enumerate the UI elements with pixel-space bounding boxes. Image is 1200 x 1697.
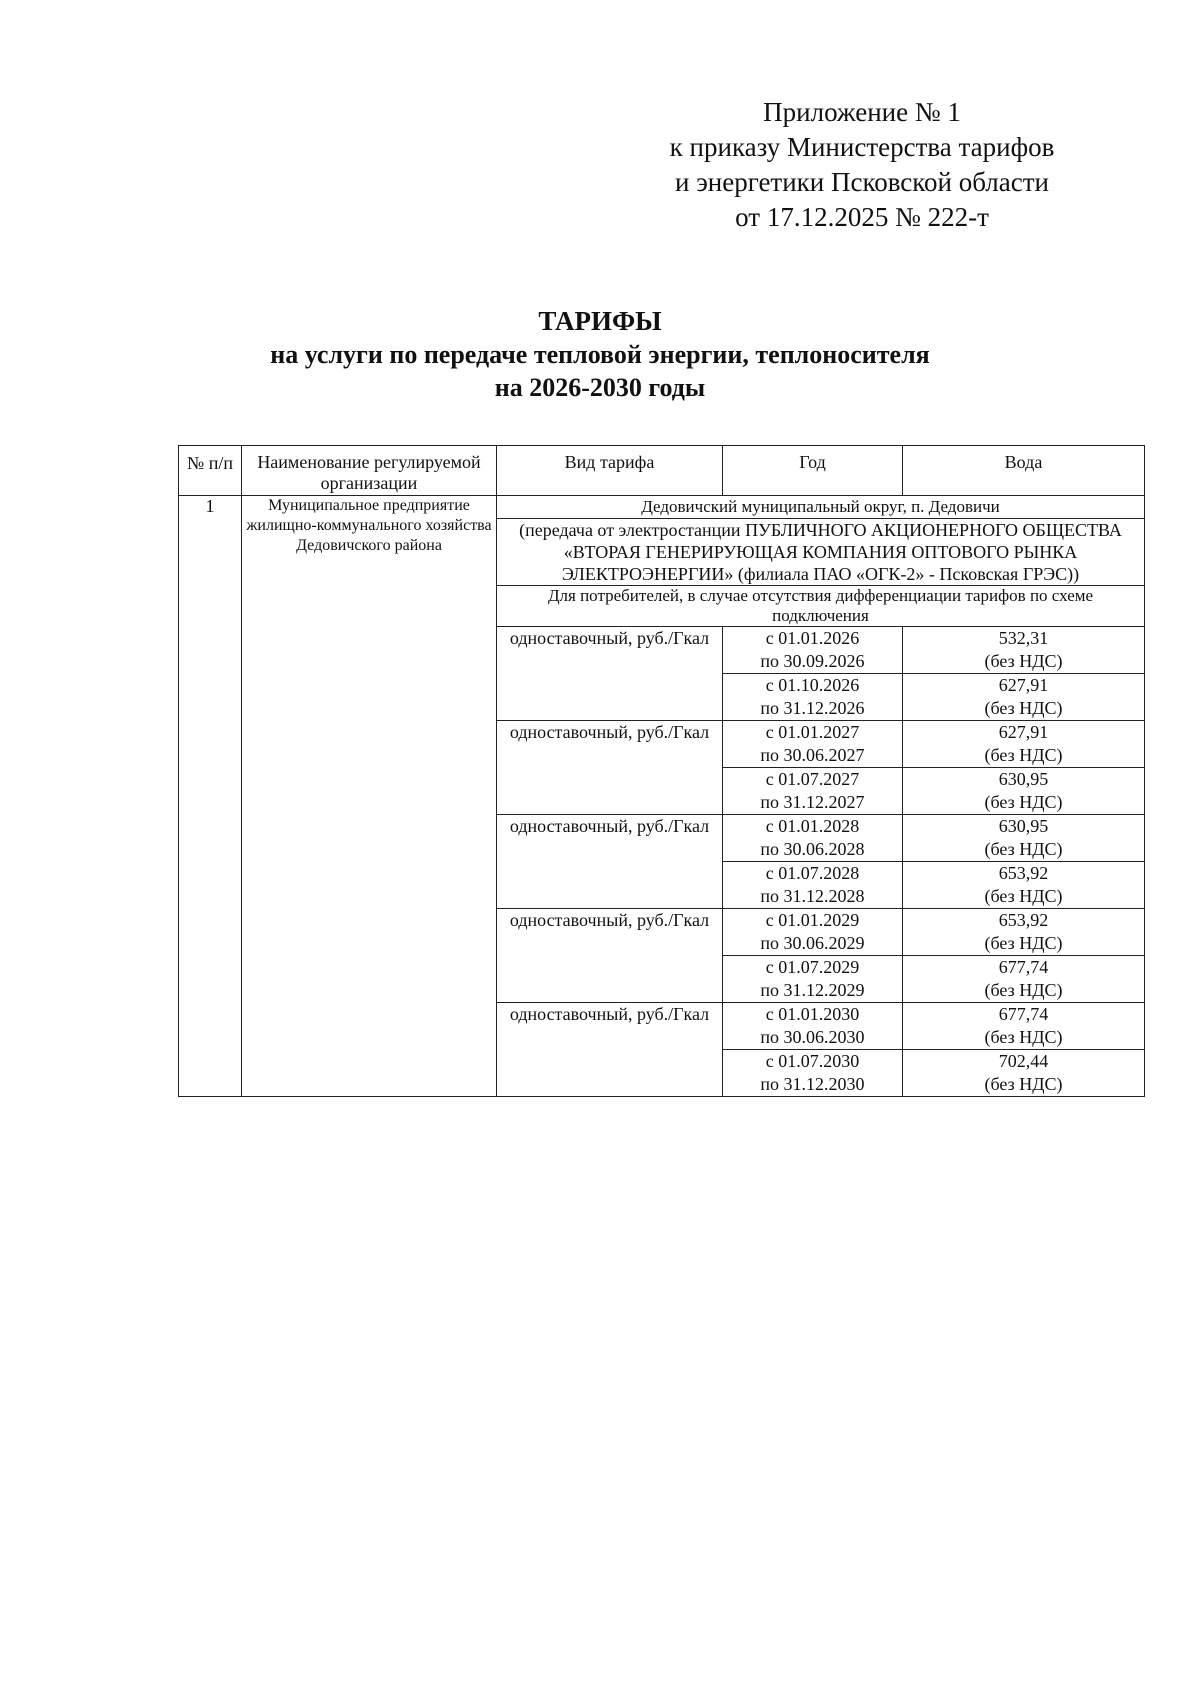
tariff-period xyxy=(723,909,903,956)
period-to: по 31.12.2030 xyxy=(760,1074,865,1094)
appendix-line-2: к приказу Министерства тарифов xyxy=(669,132,1055,162)
period-from: с 01.10.2026 xyxy=(765,675,860,695)
period-from: с 01.07.2028 xyxy=(765,863,860,883)
table-header-row xyxy=(179,446,1145,496)
tariff-period xyxy=(723,1050,903,1097)
tariff-value: 630,95 xyxy=(998,816,1049,836)
tariff-value: 630,95 xyxy=(998,769,1049,789)
period-to: по 30.06.2029 xyxy=(760,933,865,953)
header-year: Год xyxy=(723,446,903,496)
header-type: Вид тарифа xyxy=(497,446,723,496)
tariff-value-cell xyxy=(903,909,1145,956)
tariff-value-cell xyxy=(903,862,1145,909)
tariff-period xyxy=(723,674,903,721)
consumer-category: Для потребителей, в случае отсутствия дифференциации тарифов по схеме подключения xyxy=(497,586,1145,627)
tariff-value: 677,74 xyxy=(998,1004,1049,1024)
tariff-period xyxy=(723,627,903,674)
period-to: по 31.12.2029 xyxy=(760,980,865,1000)
vat-note: (без НДС) xyxy=(984,886,1063,906)
vat-note: (без НДС) xyxy=(984,745,1063,765)
period-from: с 01.01.2030 xyxy=(765,1004,860,1024)
region-name: Дедовичский муниципальный округ, п. Дедовичи xyxy=(497,496,1145,519)
tariff-period xyxy=(723,815,903,862)
period-from: с 01.01.2029 xyxy=(765,910,860,930)
header-org: Наименование регулируемой организации xyxy=(242,446,497,496)
tariff-period xyxy=(723,956,903,1003)
appendix-reference xyxy=(652,95,1072,235)
appendix-line-3: и энергетики Псковской области xyxy=(675,167,1049,197)
vat-note: (без НДС) xyxy=(984,1074,1063,1094)
vat-note: (без НДС) xyxy=(984,839,1063,859)
tariff-value-cell xyxy=(903,768,1145,815)
tariff-value-cell xyxy=(903,627,1145,674)
energy-source: (передача от электростанции ПУБЛИЧНОГО АКЦИОНЕРНОГО ОБЩЕСТВА «ВТОРАЯ ГЕНЕРИРУЮЩАЯ КОМПАНИЯ ОПТОВОГО РЫНКА ЭЛЕКТРОЭНЕРГИИ» (филиала ПАО «ОГК-2» - Псковская ГРЭС)) xyxy=(497,519,1145,586)
period-to: по 30.06.2030 xyxy=(760,1027,865,1047)
period-to: по 30.09.2026 xyxy=(760,651,865,671)
period-from: с 01.07.2027 xyxy=(765,769,860,789)
tariff-value-cell xyxy=(903,956,1145,1003)
appendix-line-1: Приложение № 1 xyxy=(763,97,961,127)
period-from: с 01.01.2027 xyxy=(765,722,860,742)
tariff-value: 653,92 xyxy=(998,863,1049,883)
period-from: с 01.07.2030 xyxy=(765,1051,860,1071)
period-to: по 31.12.2027 xyxy=(760,792,865,812)
table-row xyxy=(179,496,1145,519)
header-num: № п/п xyxy=(179,446,242,496)
period-from: с 01.01.2028 xyxy=(765,816,860,836)
vat-note: (без НДС) xyxy=(984,980,1063,1000)
tariff-value: 627,91 xyxy=(998,675,1049,695)
vat-note: (без НДС) xyxy=(984,792,1063,812)
vat-note: (без НДС) xyxy=(984,1027,1063,1047)
tariff-period xyxy=(723,721,903,768)
period-to: по 30.06.2028 xyxy=(760,839,865,859)
vat-note: (без НДС) xyxy=(984,651,1063,671)
title-line-2: на услуги по передаче тепловой энергии, теплоносителя xyxy=(270,340,930,369)
tariff-value: 627,91 xyxy=(998,722,1049,742)
title-line-3: на 2026-2030 годы xyxy=(494,373,706,402)
tariff-type: одноставочный, руб./Гкал xyxy=(497,909,723,1003)
tariff-type: одноставочный, руб./Гкал xyxy=(497,627,723,721)
period-to: по 31.12.2028 xyxy=(760,886,865,906)
title-main: ТАРИФЫ xyxy=(538,306,662,336)
tariff-type: одноставочный, руб./Гкал xyxy=(497,721,723,815)
tariff-period xyxy=(723,1003,903,1050)
period-to: по 31.12.2026 xyxy=(760,698,865,718)
tariff-period xyxy=(723,862,903,909)
row-number: 1 xyxy=(179,496,242,1097)
tariff-value-cell xyxy=(903,674,1145,721)
tariff-value-cell xyxy=(903,721,1145,768)
vat-note: (без НДС) xyxy=(984,933,1063,953)
vat-note: (без НДС) xyxy=(984,698,1063,718)
tariff-type: одноставочный, руб./Гкал xyxy=(497,1003,723,1097)
tariff-value-cell xyxy=(903,815,1145,862)
tariff-value: 532,31 xyxy=(998,628,1049,648)
organization-name: Муниципальное предприятие жилищно-коммунального хозяйства Дедовичского района xyxy=(242,496,497,1097)
period-to: по 30.06.2027 xyxy=(760,745,865,765)
document-title xyxy=(0,305,1200,404)
tariff-table xyxy=(178,445,1145,1097)
appendix-line-4: от 17.12.2025 № 222-т xyxy=(735,202,989,232)
tariff-value: 653,92 xyxy=(998,910,1049,930)
period-from: с 01.01.2026 xyxy=(765,628,860,648)
tariff-value-cell xyxy=(903,1050,1145,1097)
period-from: с 01.07.2029 xyxy=(765,957,860,977)
tariff-value: 702,44 xyxy=(998,1051,1049,1071)
header-water: Вода xyxy=(903,446,1145,496)
tariff-value-cell xyxy=(903,1003,1145,1050)
tariff-type: одноставочный, руб./Гкал xyxy=(497,815,723,909)
tariff-period xyxy=(723,768,903,815)
tariff-value: 677,74 xyxy=(998,957,1049,977)
